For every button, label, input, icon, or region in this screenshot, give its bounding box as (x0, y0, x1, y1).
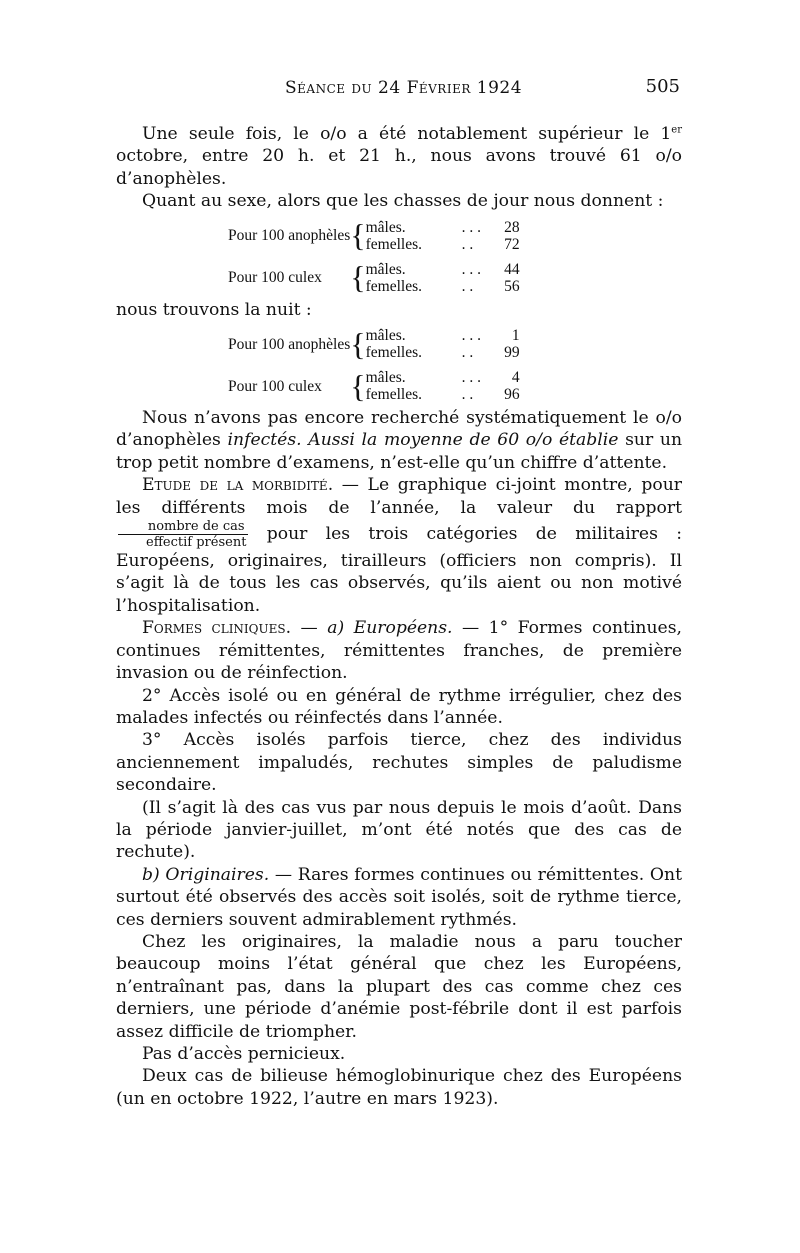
paragraph-sex: Quant au sexe, alors que les chasses de jour nous donnent : (142, 191, 664, 212)
sex-label: femelles. (365, 235, 423, 253)
paragraph-item-2: 2° Accès isolé ou en général de rythme irrégulier, chez des malades infectés ou réinfectés dans l’année. (116, 685, 682, 728)
leader-dots: . . (461, 235, 474, 253)
count-value: 72 (504, 235, 520, 253)
body-text (116, 123, 682, 1110)
paragraph-note: (Il s’agit là des cas vus par nous depuis le mois d’août. Dans la période janvier-juillet, m’ont été notés que des cas de rechute). (116, 797, 682, 863)
table-row (228, 327, 520, 344)
sex-label: femelles. (365, 277, 423, 295)
brace-glyph: { (350, 217, 366, 254)
italic-run: infectés. Aussi la moyenne de 60 o/o établie (227, 430, 619, 451)
superscript: er (671, 124, 682, 136)
leader-dots: . . (461, 277, 474, 295)
text-run: — Rares formes continues ou rémittentes. Ont surtout été observés des accès soit isolés, soit de rythme tierce, ces derniers souvent admirablement rythmés. (116, 864, 682, 930)
text-run: octobre, entre 20 h. et 21 h., nous avons trouvé 61 o/o d’anophèles. (116, 146, 682, 189)
paragraph-general-state: Chez les originaires, la maladie nous a paru toucher beaucoup moins l’état général que chez les Européens, n’entraînant pas, dans la plupart des cas comme chez ces derniers, une période d’anémie post-fébrile dont il est parfois assez difficile de triompher. (116, 931, 682, 1042)
italic-run: b) Originaires. (142, 864, 270, 885)
sex-label: mâles. (365, 218, 406, 236)
sex-label: femelles. (365, 386, 423, 404)
text-run: — Le graphique ci-joint montre, pour les différents mois de l’année, la valeur du rapport (116, 475, 682, 518)
paragraph-october (116, 123, 682, 190)
paragraph-item-3: 3° Accès isolés parfois tierce, chez des individus anciennement impaludés, rechutes simples de paludisme secondaire. (116, 730, 682, 796)
text-run: pour les trois catégories de militaires : Européens, originaires, tirailleurs (officiers non compris). Il s’agit là de tous les cas observés, qu’ils aient ou non motivé l’hospitalisation. (116, 524, 682, 616)
count-value: 44 (504, 260, 520, 278)
count-value: 4 (511, 369, 520, 387)
paragraph-morbidity (116, 474, 682, 617)
text-run: Une seule fois, le o/o a été notablement supérieur le 1 (142, 124, 672, 144)
group-label: Pour 100 anophèles (228, 227, 351, 245)
table-gap (228, 253, 520, 261)
table-row (228, 261, 520, 278)
night-catch-table (228, 327, 520, 403)
italic-run: a) Européens. (327, 618, 453, 639)
count-value: 1 (511, 327, 520, 345)
ratio-fraction (118, 519, 248, 550)
count-value: 99 (504, 344, 520, 362)
text-run: sur un trop petit nombre d’examens, n’est-elle qu’un chiffre d’attente. (116, 430, 683, 473)
section-heading: Etude de la morbidité. (142, 475, 334, 496)
group-label: Pour 100 culex (228, 269, 322, 287)
day-catch-table (228, 219, 520, 295)
sex-label: mâles. (365, 327, 406, 345)
ratio-denominator: effectif présent (146, 535, 247, 551)
table-gap (228, 361, 520, 369)
table-row (228, 219, 520, 236)
paragraph-originaires (116, 864, 682, 931)
text-run: — (291, 618, 328, 639)
ratio-numerator: nombre de cas (118, 519, 248, 535)
paragraph-pernicious: Pas d’accès pernicieux. (142, 1044, 346, 1064)
leader-dots: . . . (461, 260, 481, 278)
text-run: Nous n’avons pas encore recherché systématiquement le o/o d’anophèles (116, 408, 682, 451)
page-number: 505 (645, 76, 680, 97)
page-header (115, 76, 680, 106)
group-label: Pour 100 culex (228, 377, 322, 395)
count-value: 56 (504, 277, 520, 295)
table-row (228, 369, 520, 386)
paragraph-infected (116, 407, 682, 474)
text-run: — 1° Formes continues, continues rémittentes, rémittentes franches, de première invasion ou de réinfection. (116, 618, 683, 684)
paragraph-hemoglobinuria: Deux cas de bilieuse hémoglobinurique chez des Européens (un en octobre 1922, l’autre en mars 1923). (116, 1066, 682, 1109)
brace-glyph: { (350, 325, 366, 362)
leader-dots: . . . (461, 369, 481, 387)
paragraph-clinical-forms (116, 617, 682, 684)
sex-label: mâles. (365, 260, 406, 278)
section-heading: Formes cliniques. (142, 618, 292, 639)
brace-glyph: { (350, 259, 366, 296)
leader-dots: . . (461, 386, 474, 404)
count-value: 96 (504, 386, 520, 404)
count-value: 28 (504, 218, 520, 236)
brace-glyph: { (350, 367, 366, 404)
leader-dots: . . (461, 344, 474, 362)
leader-dots: . . . (461, 327, 481, 345)
running-head: Séance du 24 Février 1924 (285, 78, 523, 98)
leader-dots: . . . (461, 218, 481, 236)
group-label: Pour 100 anophèles (228, 335, 351, 353)
sex-label: mâles. (365, 369, 406, 387)
sex-label: femelles. (365, 344, 423, 362)
paragraph-night: nous trouvons la nuit : (116, 299, 312, 320)
